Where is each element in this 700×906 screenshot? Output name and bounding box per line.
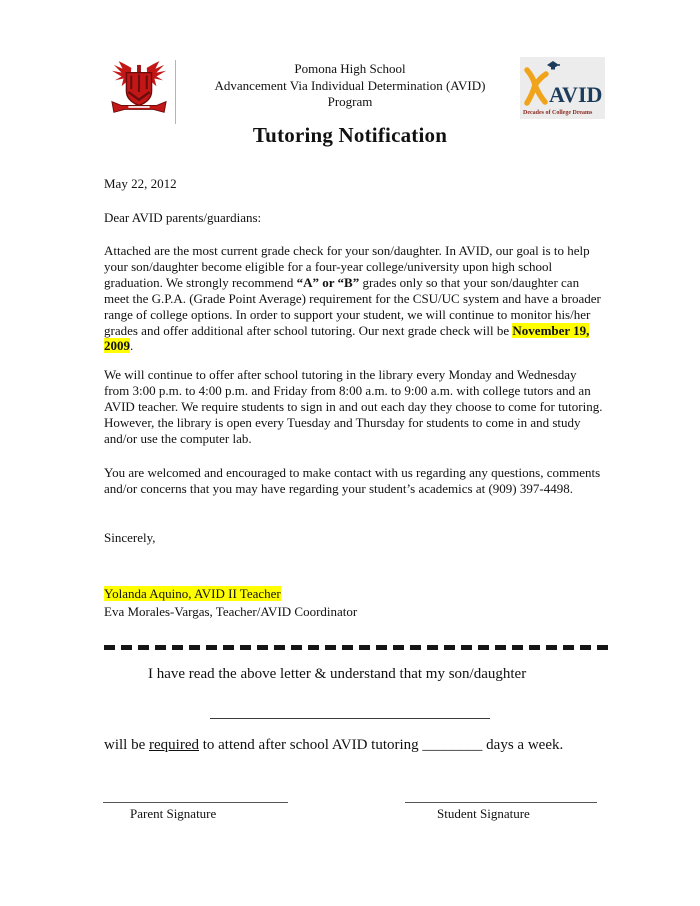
signer-2: Eva Morales-Vargas, Teacher/AVID Coordinator — [104, 603, 358, 619]
avid-wordmark: AVID — [549, 82, 603, 107]
days-blank: ________ — [422, 737, 483, 753]
paragraph-1 — [104, 243, 604, 354]
paragraph-2: We will continue to offer after school tutoring in the library every Monday and Wednesday from 3:00 p.m. to 4:00 p.m. and Friday from 8:00 a.m. to 9:00 a.m. with college tutors and an AVID teacher. We require students to sign in and out each day they choose to come for tutoring. However, the library is open every Tuesday and Thursday for students to come in and study and/or use the computer lab. — [104, 367, 603, 446]
student-signature-line — [405, 802, 597, 803]
ack-text-2: to attend after school AVID tutoring — [198, 737, 423, 753]
paragraph-1-text-2: grades only so that your son/daughter can meet the G.P.A. (Grade Point Average) requirement for the CSU/UC system and have a broader range of college options. In order to support your student, we will continue to monitor his/her grades and offer additional after school tutoring. Our next grade check will be — [104, 274, 601, 338]
signer-1-highlighted: Yolanda Aquino, AVID II Teacher — [104, 586, 281, 601]
program-line: Advancement Via Individual Determination (AVID) — [214, 77, 486, 93]
ack-text-3: days a week. — [482, 737, 564, 753]
tear-off-dashed-line — [104, 645, 612, 650]
ack-required-underlined: required — [149, 737, 199, 753]
bold-grades-text: “A” or “B” — [296, 274, 360, 290]
signer-1 — [104, 585, 357, 603]
salutation: Dear AVID parents/guardians: — [104, 210, 262, 225]
page-title: Tutoring Notification — [252, 123, 448, 147]
student-name-blank-line — [210, 718, 490, 719]
ack-text: will be — [104, 737, 149, 753]
avid-logo — [520, 57, 605, 119]
signature-block — [104, 585, 357, 620]
acknowledgment-intro: I have read the above letter & understand that my son/daughter — [148, 666, 527, 682]
program-word: Program — [327, 94, 373, 109]
avid-logo-icon — [520, 57, 605, 119]
acknowledgment-line-2 — [104, 737, 624, 754]
student-signature-label: Student Signature — [437, 806, 530, 821]
paragraph-1-text: Attached are the most current grade check for your son/daughter. In AVID, our goal is to help your son/daughter become eligible for a four-year college/university upon high school graduation. We strongly recommend — [104, 243, 590, 290]
closing: Sincerely, — [104, 530, 156, 545]
letterhead-text — [150, 61, 550, 111]
highlighted-grade-check-date: November 19, 2009 — [104, 322, 590, 354]
paragraph-1-period: . — [130, 338, 134, 354]
avid-tagline: Decades of College Dreams — [523, 110, 593, 116]
school-name: Pomona High School — [294, 61, 406, 76]
paragraph-3: You are welcomed and encouraged to make contact with us regarding any questions, comments and/or concerns that you may have regarding your student’s academics at (909) 397-4498. — [104, 465, 601, 496]
letter-date: May 22, 2012 — [104, 176, 177, 191]
parent-signature-line — [103, 802, 288, 803]
parent-signature-label: Parent Signature — [130, 806, 217, 821]
